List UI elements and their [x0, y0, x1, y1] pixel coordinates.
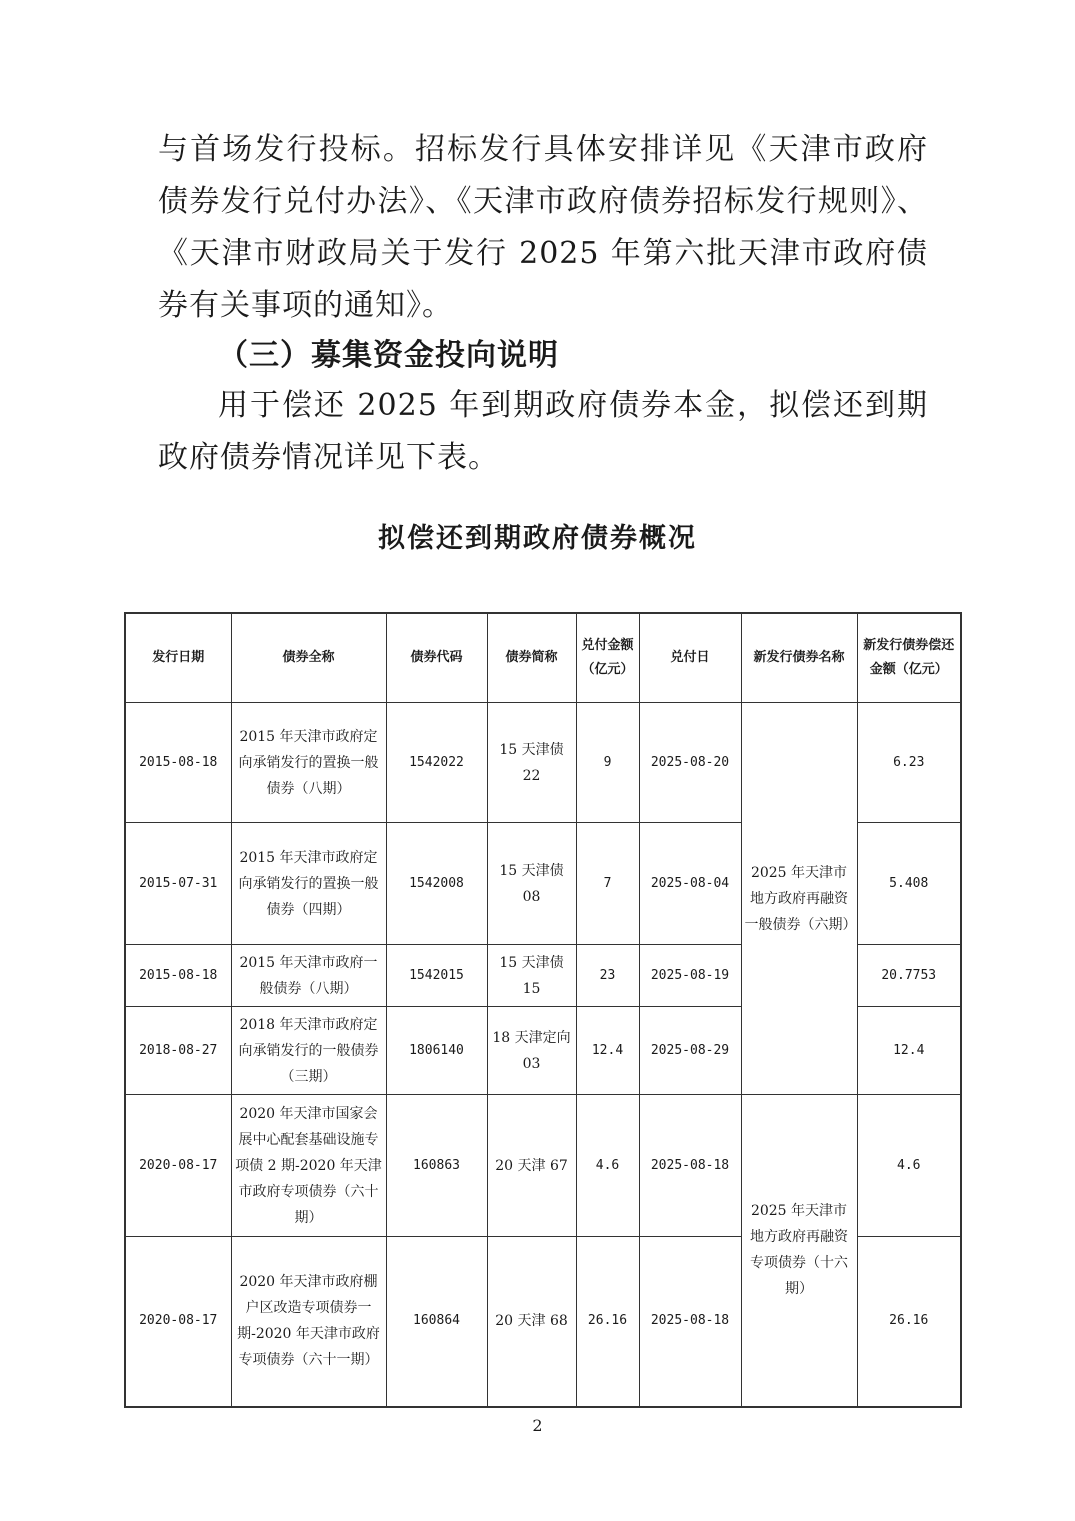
cell-full-name: 2020 年天津市政府棚户区改造专项债券一期-2020 年天津市政府专项债券（六十一期） — [231, 1237, 386, 1407]
header-issue-date: 发行日期 — [125, 613, 231, 703]
paragraph-fund-use: 用于偿还 2025 年到期政府债券本金，拟偿还到期政府债券情况详见下表。 — [158, 388, 928, 475]
cell-code: 1542015 — [386, 945, 487, 1007]
cell-code: 160864 — [386, 1237, 487, 1407]
cell-full-name: 2015 年天津市政府定向承销发行的置换一般债券（四期） — [231, 823, 386, 945]
cell-repay-amount: 20.7753 — [857, 945, 961, 1007]
cell-code: 1542008 — [386, 823, 487, 945]
cell-short-name: 20 天津 67 — [487, 1095, 576, 1237]
cell-amount: 26.16 — [576, 1237, 639, 1407]
cell-short-name: 15 天津债 08 — [487, 823, 576, 945]
cell-amount: 9 — [576, 703, 639, 823]
maturing-bonds-table — [124, 612, 962, 1408]
cell-code: 1542022 — [386, 703, 487, 823]
cell-amount: 7 — [576, 823, 639, 945]
cell-full-name: 2015 年天津市政府一般债券（八期） — [231, 945, 386, 1007]
cell-new-bond-general: 2025 年天津市地方政府再融资一般债券（六期） — [741, 703, 857, 1095]
header-payment-date: 兑付日 — [639, 613, 741, 703]
cell-repay-amount: 6.23 — [857, 703, 961, 823]
cell-short-name: 15 天津债 22 — [487, 703, 576, 823]
cell-amount: 23 — [576, 945, 639, 1007]
header-short-name: 债券简称 — [487, 613, 576, 703]
header-full-name: 债券全称 — [231, 613, 386, 703]
cell-full-name: 2018 年天津市政府定向承销发行的一般债券（三期） — [231, 1007, 386, 1095]
cell-payment-date: 2025-08-20 — [639, 703, 741, 823]
cell-amount: 12.4 — [576, 1007, 639, 1095]
cell-issue-date: 2015-08-18 — [125, 945, 231, 1007]
cell-issue-date: 2020-08-17 — [125, 1237, 231, 1407]
cell-issue-date: 2018-08-27 — [125, 1007, 231, 1095]
cell-code: 1806140 — [386, 1007, 487, 1095]
table-title: 拟偿还到期政府债券概况 — [378, 523, 697, 554]
cell-payment-date: 2025-08-18 — [639, 1095, 741, 1237]
cell-short-name: 20 天津 68 — [487, 1237, 576, 1407]
cell-payment-date: 2025-08-29 — [639, 1007, 741, 1095]
cell-repay-amount: 4.6 — [857, 1095, 961, 1237]
cell-new-bond-special: 2025 年天津市地方政府再融资专项债券（十六期） — [741, 1095, 857, 1407]
cell-amount: 4.6 — [576, 1095, 639, 1237]
cell-full-name: 2015 年天津市政府定向承销发行的置换一般债券（八期） — [231, 703, 386, 823]
paragraph-bidding-arrangement: 与首场发行投标。招标发行具体安排详见《天津市政府债券发行兑付办法》、《天津市政府债券招标发行规则》、《天津市财政局关于发行 2025 年第六批天津市政府债券有关事项的通知》。 — [158, 132, 928, 323]
header-code: 债券代码 — [386, 613, 487, 703]
table-header-row — [125, 613, 961, 703]
cell-payment-date: 2025-08-18 — [639, 1237, 741, 1407]
page-number: 2 — [532, 1416, 543, 1435]
cell-code: 160863 — [386, 1095, 487, 1237]
cell-issue-date: 2020-08-17 — [125, 1095, 231, 1237]
cell-repay-amount: 5.408 — [857, 823, 961, 945]
cell-short-name: 15 天津债 15 — [487, 945, 576, 1007]
section-heading-fund-use: （三）募集资金投向说明 — [218, 338, 559, 373]
cell-payment-date: 2025-08-19 — [639, 945, 741, 1007]
cell-short-name: 18 天津定向 03 — [487, 1007, 576, 1095]
cell-repay-amount: 12.4 — [857, 1007, 961, 1095]
cell-issue-date: 2015-07-31 — [125, 823, 231, 945]
header-new-bond: 新发行债券名称 — [741, 613, 857, 703]
table-row — [125, 1095, 961, 1237]
cell-full-name: 2020 年天津市国家会展中心配套基础设施专项债 2 期-2020 年天津市政府专项债券（六十期） — [231, 1095, 386, 1237]
header-repay-amount: 新发行债券偿还 金额（亿元） — [857, 613, 961, 703]
cell-payment-date: 2025-08-04 — [639, 823, 741, 945]
cell-issue-date: 2015-08-18 — [125, 703, 231, 823]
header-amount: 兑付金额 （亿元） — [576, 613, 639, 703]
table-row — [125, 703, 961, 823]
cell-repay-amount: 26.16 — [857, 1237, 961, 1407]
